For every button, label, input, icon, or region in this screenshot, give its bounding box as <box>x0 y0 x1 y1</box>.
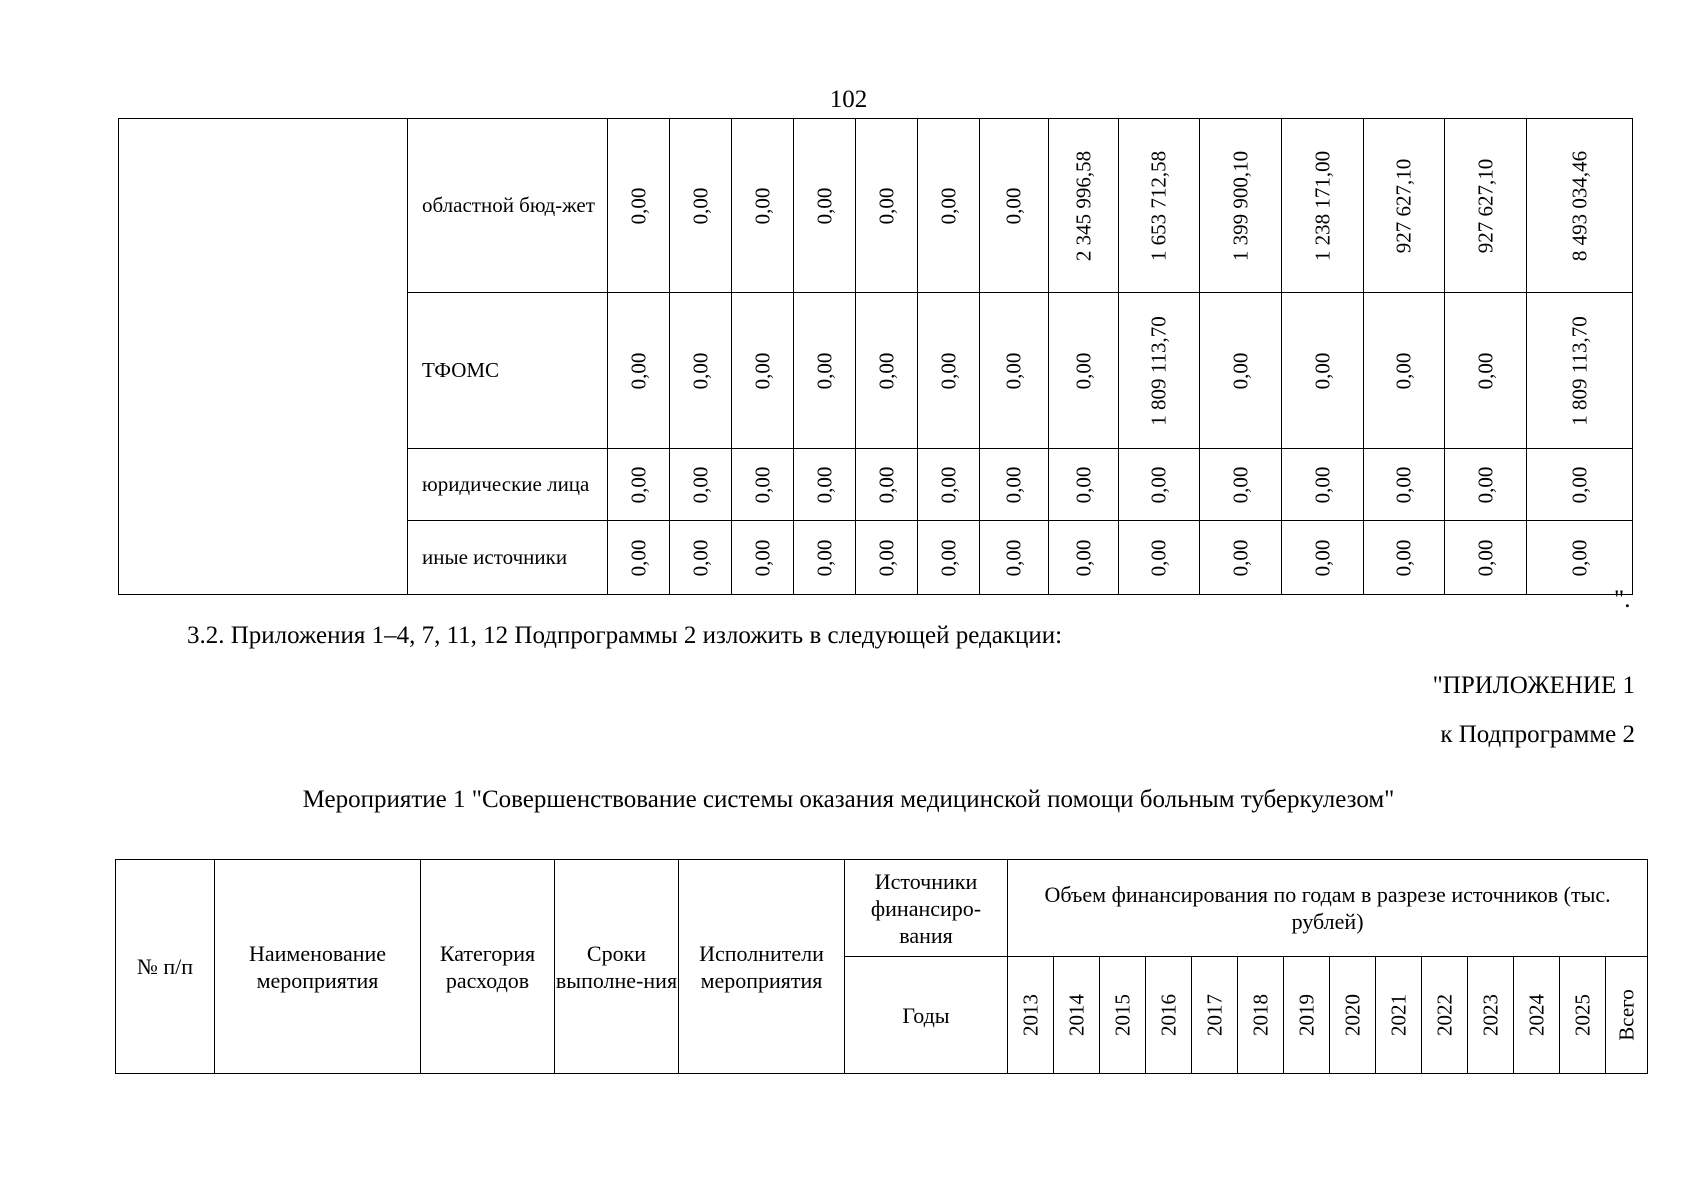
amount-cell <box>980 449 1049 521</box>
amount-value: 0,00 <box>1473 352 1497 389</box>
year-header-cell <box>1146 957 1192 1074</box>
amount-cell <box>732 449 794 521</box>
amount-value: 0,00 <box>750 539 774 576</box>
amount-cell <box>980 521 1049 595</box>
amount-value: 0,00 <box>1391 466 1416 503</box>
amount-cell <box>918 119 980 293</box>
amount-value: 0,00 <box>936 466 960 503</box>
amount-cell <box>1200 449 1282 521</box>
amount-value: 0,00 <box>750 466 774 503</box>
header-years-label: Годы <box>845 957 1008 1074</box>
amount-value: 0,00 <box>1310 466 1334 503</box>
amount-cell <box>670 449 732 521</box>
amount-cell <box>1364 449 1445 521</box>
year-label: 2016 <box>1156 994 1180 1036</box>
header-volume: Объем финансирования по годам в разрезе источников (тыс. рублей) <box>1008 860 1648 957</box>
amount-value: 0,00 <box>1228 352 1252 389</box>
amount-cell <box>1282 293 1364 449</box>
year-header-cell <box>1422 957 1468 1074</box>
year-header-cell <box>1468 957 1514 1074</box>
amount-value: 0,00 <box>874 187 898 224</box>
amount-value: 0,00 <box>812 466 836 503</box>
amount-cell <box>608 119 670 293</box>
header-executors: Исполнители мероприятия <box>679 860 845 1074</box>
year-label: 2022 <box>1432 994 1456 1036</box>
amount-cell <box>980 119 1049 293</box>
merged-blank-cell <box>119 119 408 595</box>
amendment-paragraph: 3.2. Приложения 1–4, 7, 11, 12 Подпрограммы 2 изложить в следующей редакции: <box>187 622 1063 649</box>
funding-source-cell: ТФОМС <box>408 293 608 449</box>
year-label: 2017 <box>1202 994 1226 1036</box>
amount-cell <box>1049 293 1119 449</box>
amount-value: 0,00 <box>812 187 836 224</box>
appendix-heading: "ПРИЛОЖЕНИЕ 1 <box>1432 672 1635 699</box>
header-terms: Сроки выполне-ния <box>555 860 679 1074</box>
amount-value: 8 493 034,46 <box>1567 150 1591 261</box>
amount-cell <box>856 293 918 449</box>
amount-cell <box>1119 293 1200 449</box>
amount-value: 0,00 <box>1001 466 1026 503</box>
amount-value: 0,00 <box>750 352 774 389</box>
year-header-cell <box>1284 957 1330 1074</box>
funding-header-table <box>115 859 1648 1074</box>
header-num: № п/п <box>116 860 215 1074</box>
amount-value: 1 399 900,10 <box>1228 150 1252 261</box>
header-name: Наименование мероприятия <box>215 860 421 1074</box>
amount-value: 0,00 <box>688 466 712 503</box>
amount-value: 0,00 <box>688 352 712 389</box>
amount-cell <box>732 119 794 293</box>
amount-value: 0,00 <box>1001 187 1026 224</box>
amount-value: 0,00 <box>626 466 650 503</box>
amount-cell <box>732 293 794 449</box>
year-label: 2025 <box>1570 994 1594 1036</box>
year-label: 2013 <box>1018 994 1042 1036</box>
amount-value: 0,00 <box>626 539 650 576</box>
amount-value: 0,00 <box>812 352 836 389</box>
amount-cell <box>1282 521 1364 595</box>
year-label: 2014 <box>1064 994 1088 1036</box>
amount-cell <box>856 119 918 293</box>
year-label: 2024 <box>1524 994 1548 1036</box>
amount-cell <box>1364 521 1445 595</box>
amount-cell <box>856 521 918 595</box>
amount-value: 0,00 <box>812 539 836 576</box>
amount-value: 0,00 <box>936 539 960 576</box>
year-label: 2019 <box>1294 994 1318 1036</box>
amount-cell <box>1445 449 1527 521</box>
amount-value: 0,00 <box>1228 466 1252 503</box>
amount-value: 0,00 <box>936 352 960 389</box>
header-sources: Источники финансиро-вания <box>845 860 1008 957</box>
amount-value: 0,00 <box>874 466 898 503</box>
year-label: 2015 <box>1110 994 1134 1036</box>
amount-cell <box>608 521 670 595</box>
amount-cell <box>1282 449 1364 521</box>
year-header-cell <box>1100 957 1146 1074</box>
amount-cell <box>1364 293 1445 449</box>
appendix-subheading: к Подпрограмме 2 <box>1440 721 1635 748</box>
header-category: Категория расходов <box>421 860 555 1074</box>
funding-table-continued <box>118 118 1633 595</box>
amount-cell <box>794 521 856 595</box>
amount-cell <box>1049 119 1119 293</box>
amount-cell <box>1527 293 1633 449</box>
table-row <box>119 119 1633 293</box>
amount-cell <box>794 449 856 521</box>
amount-cell <box>670 521 732 595</box>
year-header-cell <box>1330 957 1376 1074</box>
year-header-cell <box>1238 957 1284 1074</box>
amount-cell <box>1200 119 1282 293</box>
year-label: 2020 <box>1340 994 1364 1036</box>
year-label: 2023 <box>1478 994 1502 1036</box>
page-number: 102 <box>829 86 868 113</box>
amount-cell <box>1527 119 1633 293</box>
amount-cell <box>732 521 794 595</box>
year-label: 2018 <box>1248 994 1272 1036</box>
amount-cell <box>794 119 856 293</box>
amount-value: 0,00 <box>1146 539 1171 576</box>
amount-value: 0,00 <box>1071 352 1095 389</box>
closing-quote: ". <box>1614 586 1631 613</box>
amount-value: 927 627,10 <box>1391 158 1416 253</box>
amount-value: 0,00 <box>1391 352 1416 389</box>
amount-value: 0,00 <box>1391 539 1416 576</box>
amount-cell <box>1200 521 1282 595</box>
year-header-cell <box>1008 957 1054 1074</box>
amount-value: 1 809 113,70 <box>1567 315 1591 426</box>
amount-value: 0,00 <box>874 539 898 576</box>
amount-cell <box>1119 449 1200 521</box>
amount-value: 0,00 <box>626 352 650 389</box>
amount-value: 0,00 <box>688 187 712 224</box>
amount-value: 2 345 996,58 <box>1071 150 1095 261</box>
amount-cell <box>1282 119 1364 293</box>
year-header-cell <box>1560 957 1606 1074</box>
amount-value: 0,00 <box>1146 466 1171 503</box>
amount-value: 0,00 <box>874 352 898 389</box>
funding-source-cell: юридические лица <box>408 449 608 521</box>
amount-cell <box>794 293 856 449</box>
year-header-cell <box>1606 957 1648 1074</box>
amount-cell <box>980 293 1049 449</box>
amount-value: 0,00 <box>688 539 712 576</box>
amount-value: 0,00 <box>1001 539 1026 576</box>
amount-value: 0,00 <box>1310 539 1334 576</box>
amount-value: 0,00 <box>750 187 774 224</box>
amount-cell <box>1119 521 1200 595</box>
amount-value: 0,00 <box>1001 352 1026 389</box>
amount-cell <box>1049 521 1119 595</box>
amount-cell <box>1200 293 1282 449</box>
amount-cell <box>1364 119 1445 293</box>
amount-value: 0,00 <box>1473 539 1497 576</box>
amount-cell <box>670 119 732 293</box>
amount-cell <box>1119 119 1200 293</box>
amount-cell <box>918 449 980 521</box>
year-header-cell <box>1054 957 1100 1074</box>
amount-value: 0,00 <box>1071 539 1095 576</box>
amount-cell <box>1445 521 1527 595</box>
amount-value: 1 653 712,58 <box>1146 150 1171 261</box>
amount-cell <box>1527 449 1633 521</box>
amount-value: 0,00 <box>1228 539 1252 576</box>
amount-value: 927 627,10 <box>1473 158 1497 253</box>
amount-cell <box>1527 521 1633 595</box>
funding-source-cell: областной бюд-жет <box>408 119 608 293</box>
amount-value: 0,00 <box>1567 539 1591 576</box>
year-header-cell <box>1192 957 1238 1074</box>
year-label: Всего <box>1614 989 1639 1041</box>
amount-value: 0,00 <box>1310 352 1334 389</box>
amount-cell <box>1445 119 1527 293</box>
amount-cell <box>608 449 670 521</box>
amount-cell <box>918 293 980 449</box>
amount-cell <box>918 521 980 595</box>
year-label: 2021 <box>1386 994 1410 1036</box>
amount-cell <box>670 293 732 449</box>
amount-cell <box>856 449 918 521</box>
funding-source-cell: иные источники <box>408 521 608 595</box>
amount-value: 0,00 <box>1567 466 1591 503</box>
amount-value: 0,00 <box>1071 466 1095 503</box>
amount-value: 0,00 <box>936 187 960 224</box>
amount-value: 1 809 113,70 <box>1146 315 1171 426</box>
amount-value: 1 238 171,00 <box>1310 150 1334 261</box>
amount-cell <box>1049 449 1119 521</box>
amount-cell <box>608 293 670 449</box>
year-header-cell <box>1514 957 1560 1074</box>
amount-cell <box>1445 293 1527 449</box>
amount-value: 0,00 <box>1473 466 1497 503</box>
year-header-cell <box>1376 957 1422 1074</box>
amount-value: 0,00 <box>626 187 650 224</box>
event-title: Мероприятие 1 "Совершенствование системы оказания медицинской помощи больным туберкулезом" <box>302 786 1395 813</box>
